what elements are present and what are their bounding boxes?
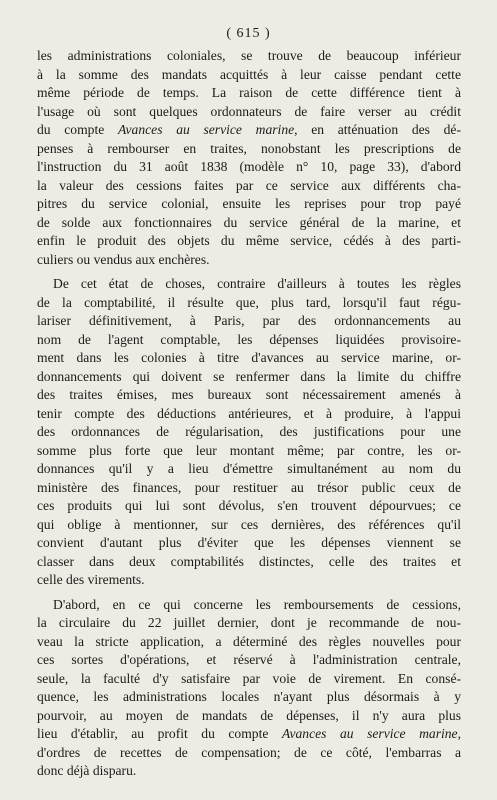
paragraph xyxy=(37,275,461,590)
text-body xyxy=(37,47,461,781)
text-line: enfin le produit des objets du même service, cédés à des parti- xyxy=(37,233,461,248)
text-line: veau la stricte application, a déterminé des règles nouvelles pour xyxy=(37,633,461,649)
text-line: de solde aux fonctionnaires du service général de la marine, et xyxy=(37,214,461,230)
text-line: ment dans les colonies à titre d'avances au service marine, or- xyxy=(37,350,461,365)
text-line: donnancements qui doivent se renfermer dans la limite du chiffre xyxy=(37,368,461,384)
italic-text: Avances au service marine, xyxy=(281,726,461,741)
text-line: ministère des finances, pour restituer au trésor public ceux de xyxy=(37,479,461,495)
text-line: pourvoir, au moyen de mandats de dépenses, il n'y aura plus xyxy=(37,707,461,723)
text-line: des ordonnances de régularisation, des justifications pour une xyxy=(37,424,461,439)
text-line: donnances qu'il y a lieu d'émettre simultanément au nom du xyxy=(37,461,461,476)
text-line: qui oblige à mentionner, sur ces dernières, des références qu'il xyxy=(37,516,461,532)
text-line: la circulaire du 22 juillet dernier, dont je recommande de nou- xyxy=(37,615,461,630)
text-line: D'abord, en ce qui concerne les remboursements de cessions, xyxy=(53,596,461,612)
text-line: tenir compte des déductions antérieures, et à produire, à l'appui xyxy=(37,405,461,421)
text-line: même période de temps. La raison de cette différence tient à xyxy=(37,85,461,100)
text-line: lieu d'établir, au profit du compte Avances au service marine, xyxy=(37,726,461,741)
paragraph xyxy=(37,47,461,269)
text-line: d'ordres de recettes de compensation; de ce côté, l'embarras a xyxy=(37,744,461,760)
text-line: celle des virements. xyxy=(37,572,145,587)
paragraph xyxy=(37,596,461,781)
text-line: quence, les administrations locales n'ayant plus désormais à y xyxy=(37,689,461,704)
text-line: du compte Avances au service marine, en atténuation des dé- xyxy=(37,122,461,137)
text-line: des traites émises, mes bureaux sont nécessairement amenés à xyxy=(37,387,461,402)
text-line: ces produits qui lui sont dévolus, s'en trouvent dépourvues; ce xyxy=(37,498,461,513)
text-line: donc déjà disparu. xyxy=(37,763,137,778)
text-line: seule, la faculté d'y satisfaire par voie de virement. En consé- xyxy=(37,670,461,686)
italic-text: Avances au service marine xyxy=(117,122,295,137)
text-line: penses à rembourser en traites, nonobstant les prescriptions de xyxy=(37,140,461,156)
text-line: l'instruction du 31 août 1838 (modèle n° 10, page 33), d'abord xyxy=(37,159,461,174)
text-line: culiers ou vendus aux enchères. xyxy=(37,251,210,267)
page-number: ( 615 ) xyxy=(226,26,271,41)
text-line: classer dans deux comptabilités distinctes, celle des traites et xyxy=(37,553,461,569)
text-line: les administrations coloniales, se trouve de beaucoup inférieur xyxy=(37,48,461,63)
text-line: l'usage où sont quelques ordonnateurs de faire verser au crédit xyxy=(37,103,461,119)
text-line: somme plus forte que leur montant même; par contre, les or- xyxy=(37,442,461,458)
text-line: lariser définitivement, à Paris, par des ordonnancements au xyxy=(37,313,461,328)
text-line: convient d'autant plus d'éviter que les dépenses viennent se xyxy=(37,535,461,550)
text-line: la valeur des cessions faites par ce service aux différents cha- xyxy=(37,177,461,193)
text-line: à la somme des mandats acquittés à leur caisse pendant cette xyxy=(37,66,461,82)
text-line: De cet état de choses, contraire d'ailleurs à toutes les règles xyxy=(53,276,461,291)
text-line: nom de l'agent comptable, les dépenses liquidées provisoire- xyxy=(37,331,461,347)
text-line: de la comptabilité, il résulte que, plus tard, lorsqu'il faut régu- xyxy=(37,294,461,310)
text-line: pitres du service colonial, ensuite les reprises pour trop payé xyxy=(37,196,461,211)
text-line: ces sortes d'opérations, et réservé à l'administration centrale, xyxy=(37,652,461,667)
